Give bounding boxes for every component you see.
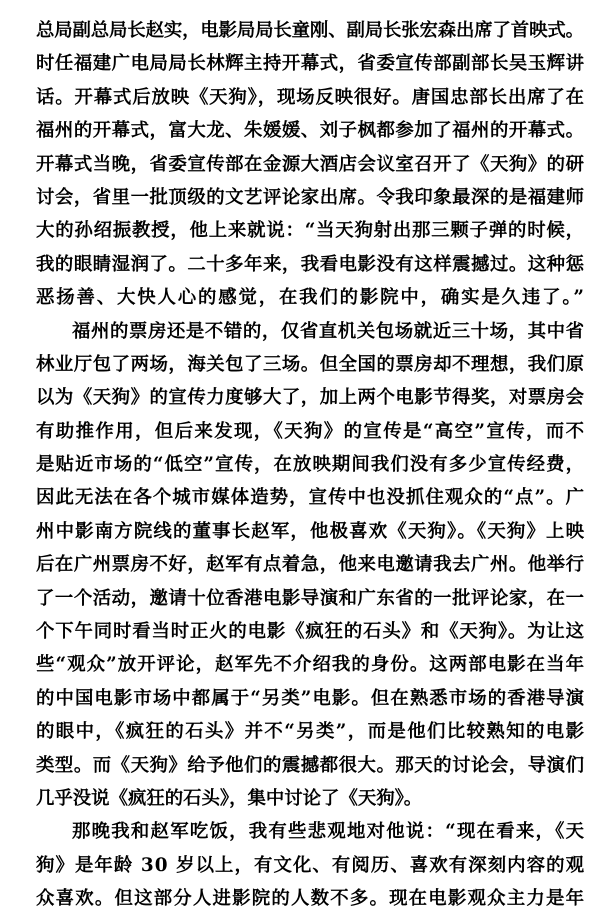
text-line: 开幕式当晚，省委宣传部在金源大酒店会议室召开了《天狗》的研 <box>36 153 585 175</box>
paragraph-box-office <box>36 315 584 816</box>
text-line: 恶扬善、大快人心的感觉，在我们的影院中，确实是久违了。” <box>36 287 586 309</box>
text-line: 后在广州票房不好，赵军有点着急，他来电邀请我去广州。他举行 <box>36 554 585 576</box>
text-line: 因此无法在各个城市媒体造势，宣传中也没抓住观众的“点”。广 <box>36 487 586 509</box>
text-line: 福州的票房还是不错的，仅省直机关包场就近三十场，其中省 <box>72 320 585 342</box>
text-line: 大的孙绍振教授，他上来就说：“当天狗射出那三颗子弹的时候， <box>36 220 585 242</box>
text-line: 众喜欢。但这部分人进影院的人数不多。现在电影观众主力是年 <box>36 888 586 910</box>
text-line: 个下午同时看当时正火的电影《疯狂的石头》和《天狗》。为让这 <box>36 621 585 643</box>
text-line: 有助推作用，但后来发现，《天狗》的宣传是“高空”宣传，而不 <box>36 420 586 442</box>
text-line: 以为《天狗》的宣传力度够大了，加上两个电影节得奖，对票房会 <box>36 387 585 409</box>
text-line: 话。开幕式后放映《天狗》，现场反映很好。唐国忠部长出席了在 <box>36 86 585 108</box>
text-line: 狗》是年龄 30 岁以上，有文化、有阅历、喜欢有深刻内容的观 <box>36 854 586 876</box>
text-line: 些“观众”放开评论，赵军先不介绍我的身份。这两部电影在当年 <box>36 654 586 676</box>
text-line: 那晚我和赵军吃饭，我有些悲观地对他说：“现在看来，《天 <box>72 821 586 843</box>
text-line: 的眼中，《疯狂的石头》并不“另类”，而是他们比较熟知的电影 <box>36 721 586 743</box>
paragraph-dinner <box>36 815 584 915</box>
text-line: 福州的开幕式，富大龙、朱媛媛、刘子枫都参加了福州的开幕式。 <box>36 120 585 142</box>
document-page <box>36 14 584 916</box>
text-line: 我的眼睛湿润了。二十多年来，我看电影没有这样震撼过。这种惩 <box>36 253 585 275</box>
paragraph-premiere <box>36 14 584 315</box>
text-line: 总局副总局长赵实，电影局局长童刚、副局长张宏森出席了首映式。 <box>36 20 584 41</box>
text-line: 了一个活动，邀请十位香港电影导演和广东省的一批评论家，在一 <box>36 587 585 609</box>
text-line: 时任福建广电局局长林辉主持开幕式，省委宣传部副部长吴玉辉讲 <box>36 53 585 75</box>
text-line: 是贴近市场的“低空”宣传，在放映期间我们没有多少宣传经费， <box>36 454 586 476</box>
text-line: 林业厅包了两场，海关包了三场。但全国的票房却不理想，我们原 <box>36 353 585 375</box>
text-line: 的中国电影市场中都属于“另类”电影。但在熟悉市场的香港导演 <box>36 687 586 709</box>
text-line: 几乎没说《疯狂的石头》，集中讨论了《天狗》。 <box>36 787 423 809</box>
text-line: 讨会，省里一批顶级的文艺评论家出席。令我印象最深的是福建师 <box>36 186 585 208</box>
text-line: 州中影南方院线的董事长赵军，他极喜欢《天狗》。《天狗》上映 <box>36 520 586 542</box>
text-line: 类型。而《天狗》给予他们的震撼都很大。那天的讨论会，导演们 <box>36 754 585 776</box>
